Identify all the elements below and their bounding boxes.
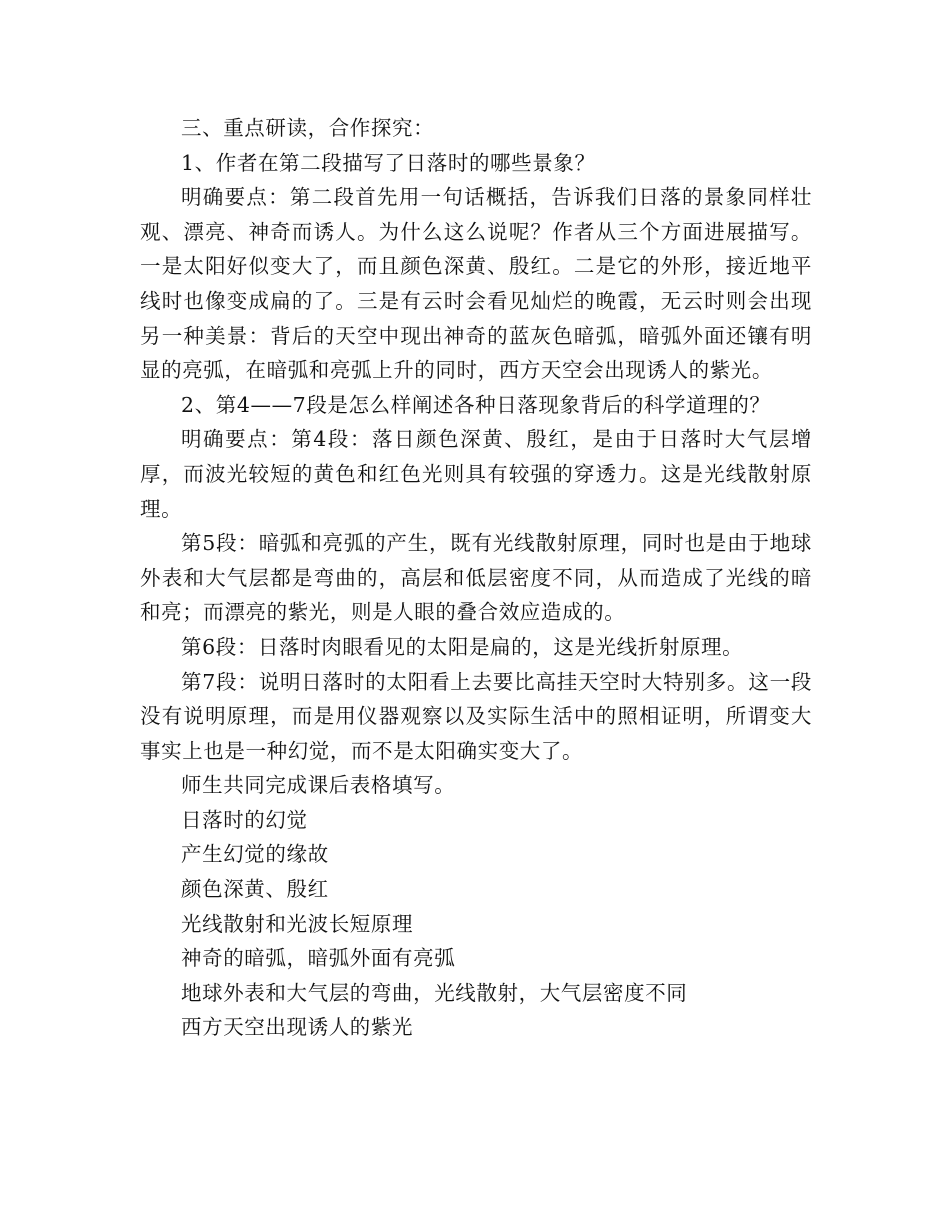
answer-1: 明确要点：第二段首先用一句话概括，告诉我们日落的景象同样壮观、漂亮、神奇而诱人。为什么这么说呢？作者从三个方面进展描写。一是太阳好似变大了，而且颜色深黄、殷红。二是它的外形，接近地平线时也像变成扁的了。三是有云时会看见灿烂的晚霞，无云时则会出现另一种美景：背后的天空中现出神奇的蓝灰色暗弧，暗弧外面还镶有明显的亮弧，在暗弧和亮弧上升的同时，西方天空会出现诱人的紫光。 (140, 185, 812, 383)
question-2: 2、第4——7段是怎么样阐述各种日落现象背后的科学道理的？ (181, 392, 771, 417)
document-body (140, 111, 812, 1045)
table-item: 地球外表和大气层的弯曲，光线散射，大气层密度不同 (181, 980, 688, 1005)
question-1: 1、作者在第二段描写了日落时的哪些景象？ (181, 150, 596, 175)
table-item: 光线散射和光波长短原理 (181, 911, 414, 936)
table-item: 神奇的暗弧，暗弧外面有亮弧 (181, 946, 456, 971)
answer-2-para-7: 第7段：说明日落时的太阳看上去要比高挂天空时大特别多。这一段没有说明原理，而是用仪器观察以及实际生活中的照相证明，所谓变大事实上也是一种幻觉，而不是太阳确实变大了。 (140, 669, 812, 763)
answer-2-para-4: 明确要点：第4段：落日颜色深黄、殷红，是由于日落时大气层增厚，而波光较短的黄色和红色光则具有较强的穿透力。这是光线散射原理。 (140, 427, 812, 521)
answer-2-para-5: 第5段：暗弧和亮弧的产生，既有光线散射原理，同时也是由于地球外表和大气层都是弯曲的，高层和低层密度不同，从而造成了光线的暗和亮；而漂亮的紫光，则是人眼的叠合效应造成的。 (140, 531, 812, 625)
answer-2-para-6: 第6段：日落时肉眼看见的太阳是扁的，这是光线折射原理。 (181, 634, 744, 659)
table-item: 颜色深黄、殷红 (181, 877, 329, 902)
section-heading: 三、重点研读，合作探究： (181, 116, 435, 140)
table-instruction: 师生共同完成课后表格填写。 (181, 773, 456, 798)
table-header-cause: 产生幻觉的缘故 (181, 842, 329, 867)
table-header-illusion: 日落时的幻觉 (181, 807, 308, 832)
table-item: 西方天空出现诱人的紫光 (181, 1015, 414, 1040)
